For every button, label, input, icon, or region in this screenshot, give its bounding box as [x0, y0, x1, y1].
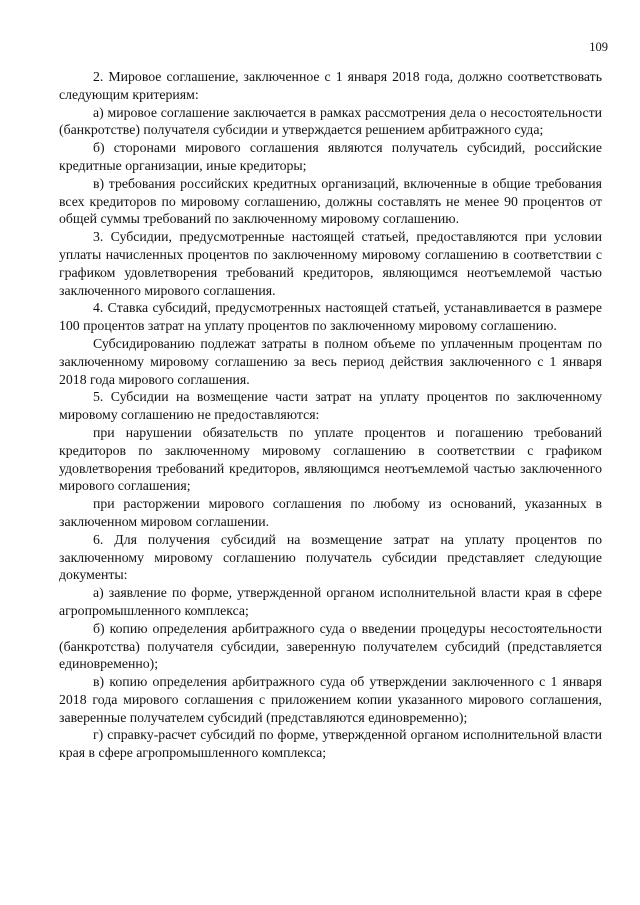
paragraph-item-6d: г) справку-расчет субсидий по форме, утвержденной органом исполнительной власти края в сфере агропромышленного комплекса; — [59, 727, 602, 761]
paragraph-termination-case: при расторжении мирового соглашения по любому из оснований, указанных в заключенном мировом соглашении. — [59, 496, 602, 529]
paragraph-item-5: 5. Субсидии на возмещение части затрат на уплату процентов по заключенному мировому соглашению не предоставляются: — [59, 389, 602, 423]
paragraph-item-6c: в) копию определения арбитражного суда об утверждении заключенного с 1 января 2018 года мирового соглашения с приложением копии указанного мирового соглашения, заверенные получателем субсидий (представляются единовременно); — [59, 674, 602, 725]
paragraph-item-2: 2. Мировое соглашение, заключенное с 1 января 2018 года, должно соответствовать следующим критериям: — [59, 69, 602, 102]
paragraph-item-6: 6. Для получения субсидий на возмещение затрат на уплату процентов по заключенному мировому соглашению получатель субсидии представляет следующие документы: — [59, 531, 602, 583]
paragraph-item-6a: а) заявление по форме, утвержденной органом исполнительной власти края в сфере агропромышленного комплекса; — [59, 585, 602, 618]
paragraph-item-6b: б) копию определения арбитражного суда о введении процедуры несостоятельности (банкротства) получателя субсидии, заверенную получателем субсидий (представляется единовременно); — [59, 620, 602, 672]
paragraph-item-2b: б) сторонами мирового соглашения являются получатель субсидий, российские кредитные организации, иные кредиторы; — [59, 140, 602, 173]
paragraph-item-2c: в) требования российских кредитных организаций, включенные в общие требования всех кредиторов по мировому соглашению, должны составлять не менее 90 процентов от общей суммы требований по заключенному мировому соглашению. — [59, 175, 602, 227]
paragraph-item-2a: а) мировое соглашение заключается в рамках рассмотрения дела о несостоятельности (банкротстве) получателя субсидии и утверждается решением арбитражного суда; — [59, 104, 602, 138]
paragraph-item-4: 4. Ставка субсидий, предусмотренных настоящей статьей, устанавливается в размере 100 процентов затрат на уплату процентов по заключенному мировому соглашению. — [59, 300, 602, 334]
paragraph-item-3: 3. Субсидии, предусмотренные настоящей статьей, предоставляются при условии уплаты начисленных процентов по заключенному мировому соглашению в соответствии с графиком удовлетворения требований кредиторов, являющимся неотъемлемой частью заключенного мирового соглашения. — [59, 229, 602, 298]
paragraph-subsidized-costs: Субсидированию подлежат затраты в полном объеме по уплаченным процентам по заключенному мировому соглашению за весь период действия заключенного с 1 января 2018 года мирового соглашения. — [59, 335, 602, 387]
paragraph-violation-case: при нарушении обязательств по уплате процентов и погашению требований кредиторов по заключенному мировому соглашению в соответствии с графиком удовлетворения требований кредиторов, являющимся неотъемлемой частью заключенного мирового соглашения; — [59, 424, 602, 494]
page-number: 109 — [589, 40, 608, 54]
document-body — [59, 68, 602, 762]
